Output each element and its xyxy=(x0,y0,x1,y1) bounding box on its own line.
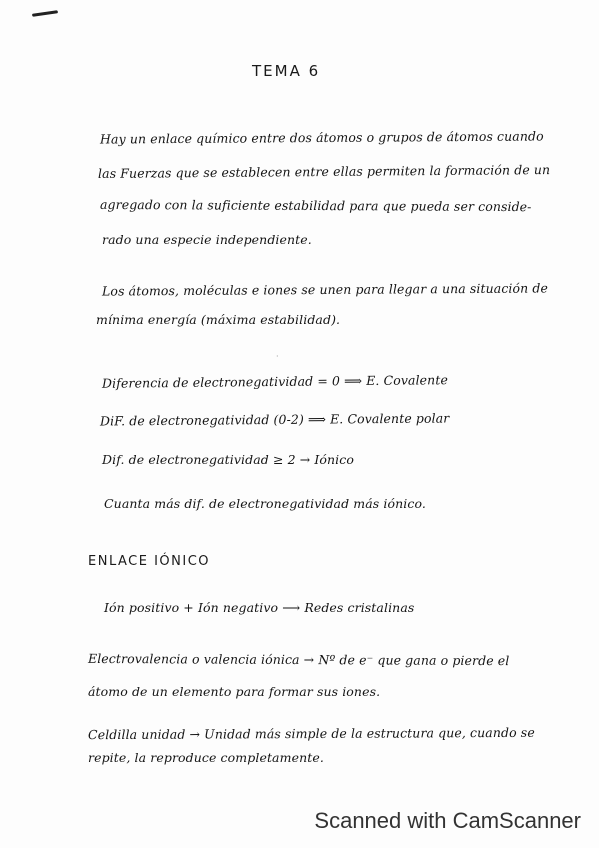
intro-line: las Fuerzas que se establecen entre ellas permiten la formación de un xyxy=(97,162,551,181)
section-heading: ENLACE IÓNICO xyxy=(88,554,211,569)
formula-line: Ión positivo + Ión negativo ⟶ Redes cristalinas xyxy=(104,600,415,615)
scan-speck: · xyxy=(276,352,279,361)
rule-line: DiF. de electronegatividad (0-2) ⟹ E. Covalente polar xyxy=(99,410,450,429)
definition-line: Celdilla unidad → Unidad más simple de la estructura que, cuando se xyxy=(87,724,535,743)
intro-line: rado una especie independiente. xyxy=(102,232,312,247)
definition-line: átomo de un elemento para formar sus iones. xyxy=(88,684,381,699)
definition-line: repite, la reproduce completamente. xyxy=(88,750,324,765)
pen-mark xyxy=(32,10,58,17)
intro-line: mínima energía (máxima estabilidad). xyxy=(96,312,341,327)
page-title: TEMA 6 xyxy=(252,62,321,80)
intro-line: Los átomos, moléculas e iones se unen para llegar a una situación de xyxy=(101,280,549,299)
scanner-watermark: Scanned with CamScanner xyxy=(314,808,581,833)
intro-line: Hay un enlace químico entre dos átomos o grupos de átomos cuando xyxy=(99,128,544,147)
rule-line: Diferencia de electronegatividad = 0 ⟹ E. Covalente xyxy=(101,372,448,391)
rule-line: Dif. de electronegatividad ≥ 2 → Iónico xyxy=(102,452,355,467)
rule-line: Cuanta más dif. de electronegatividad más iónico. xyxy=(104,496,426,511)
intro-line: agregado con la suficiente estabilidad para que pueda ser conside- xyxy=(99,196,532,215)
definition-line: Electrovalencia o valencia iónica → Nº de e⁻ que gana o pierde el xyxy=(87,650,510,669)
